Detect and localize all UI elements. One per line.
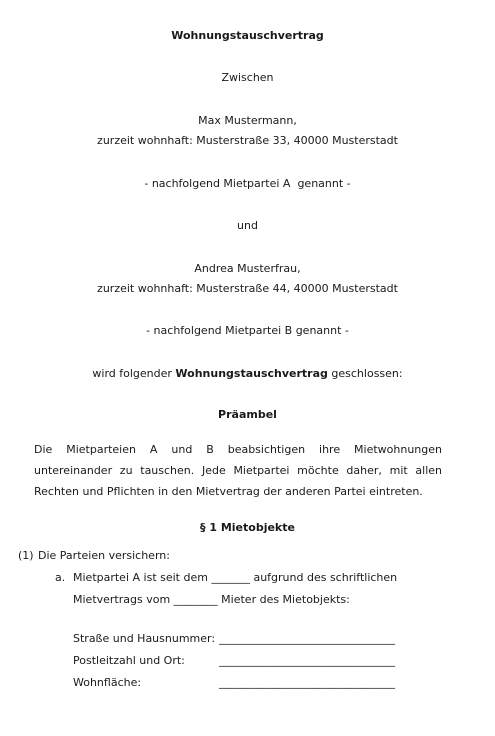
and-label: und xyxy=(237,219,258,232)
party-b-designation: - nachfolgend Mietpartei B genannt - xyxy=(146,324,349,337)
living-area-label: Wohnfläche: xyxy=(73,676,142,689)
party-a-designation: - nachfolgend Mietpartei A genannt - xyxy=(144,177,351,190)
section1-heading: § 1 Mietobjekte xyxy=(200,521,295,534)
concluded-text-after: geschlossen: xyxy=(327,367,403,380)
living-area-blank[interactable]: ________________________________ xyxy=(219,676,395,689)
sub-a-line2 xyxy=(73,593,350,607)
sub-a-letter: a. xyxy=(55,571,66,584)
sub-a-line1-before: Mietpartei A ist seit dem xyxy=(73,571,212,584)
preamble-line: untereinander zu tauschen. Jede Mietpartei möchte daher, mit allen xyxy=(34,464,442,477)
item1-number: (1) xyxy=(18,549,34,562)
preamble-line: Die Mietparteien A und B beabsichtigen ihre Mietwohnungen xyxy=(34,443,442,456)
contract-date-blank[interactable]: ________ xyxy=(173,593,218,606)
sub-a-line2-before: Mietvertrags vom xyxy=(73,593,174,606)
preamble-paragraph xyxy=(34,443,442,506)
party-b-name: Andrea Musterfrau, xyxy=(194,262,301,275)
preamble-line: Rechten und Pflichten in den Mietvertrag der anderen Partei eintreten. xyxy=(34,485,423,498)
postal-label: Postleitzahl und Ort: xyxy=(73,654,185,667)
sub-a-line1 xyxy=(73,571,397,585)
street-label: Straße und Hausnummer: xyxy=(73,632,216,645)
street-blank[interactable]: ________________________________ xyxy=(219,632,395,645)
document-title: Wohnungstauschvertrag xyxy=(171,29,324,42)
postal-blank[interactable]: ________________________________ xyxy=(219,654,395,667)
item1-text: Die Parteien versichern: xyxy=(38,549,170,562)
party-a-name: Max Mustermann, xyxy=(198,114,297,127)
preamble-heading: Präambel xyxy=(218,408,277,421)
contract-concluded-statement xyxy=(0,367,495,381)
since-date-blank[interactable]: _______ xyxy=(211,571,250,584)
party-a-address: zurzeit wohnhaft: Musterstraße 33, 40000 Musterstadt xyxy=(97,134,398,147)
sub-a-line1-after: aufgrund des schriftlichen xyxy=(249,571,398,584)
concluded-text-before: wird folgender xyxy=(92,367,176,380)
concluded-text-bold: Wohnungstauschvertrag xyxy=(175,367,328,380)
party-b-address: zurzeit wohnhaft: Musterstraße 44, 40000 Musterstadt xyxy=(97,282,398,295)
sub-a-line2-after: Mieter des Mietobjekts: xyxy=(217,593,350,606)
between-label: Zwischen xyxy=(221,71,274,84)
